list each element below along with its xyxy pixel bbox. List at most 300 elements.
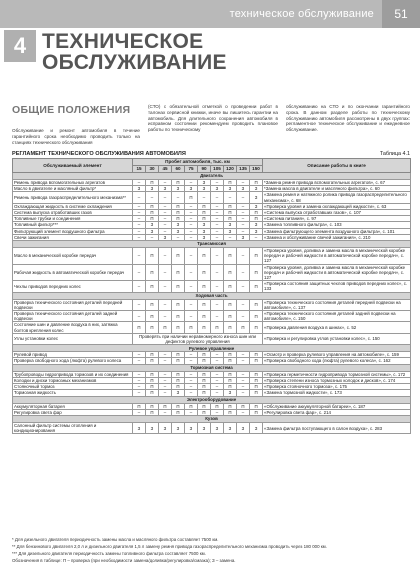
mileage-header-cell: 75 [185, 166, 198, 173]
element-name-cell: Топливные трубки и соединения [13, 216, 133, 222]
interval-cell: – [224, 234, 237, 240]
description-cell: «Замена фильтрующего элемента воздушного фильтра», с. 101 [263, 228, 411, 234]
interval-cell: П [224, 281, 237, 292]
interval-cell: – [159, 311, 172, 322]
interval-cell: П [159, 322, 172, 333]
interval-cell: П [224, 352, 237, 358]
interval-cell: – [133, 203, 146, 209]
description-cell: «Регулировка света фар», с. 214 [263, 409, 411, 415]
interval-cell: П [172, 352, 185, 358]
table-row [13, 264, 411, 281]
interval-cell: П [250, 311, 263, 322]
interval-cell: – [224, 192, 237, 203]
interval-cell: П [146, 358, 159, 364]
description-cell: «Проверка герметичности гидропривода тормозной системы», с. 172 [263, 371, 411, 377]
interval-cell: – [185, 234, 198, 240]
description-cell: «Замена и обслуживание свечей зажигания», с. 210 [263, 234, 411, 240]
interval-cell: – [133, 210, 146, 216]
interval-cell: П [198, 409, 211, 415]
mileage-header-cell: 105 [211, 166, 224, 173]
interval-cell: – [211, 248, 224, 265]
mileage-header-cell: 45 [159, 166, 172, 173]
interval-cell: – [159, 352, 172, 358]
description-cell: «Система питания», с. 97 [263, 216, 411, 222]
interval-cell: З [237, 234, 250, 240]
interval-cell: П [250, 180, 263, 186]
interval-cell: П [198, 322, 211, 333]
mileage-header-cell: 120 [224, 166, 237, 173]
interval-cell: П [250, 390, 263, 396]
interval-cell: – [237, 299, 250, 310]
element-name-cell: Салонный фильтр системы отопления и кондиционирования [13, 422, 133, 433]
element-name-cell: Топливный фильтр*** [13, 222, 133, 228]
table-section-row [13, 241, 411, 248]
interval-cell: – [211, 299, 224, 310]
interval-cell: П [133, 403, 146, 409]
interval-cell: П [250, 377, 263, 383]
interval-cell: – [133, 264, 146, 281]
interval-cell: – [237, 228, 250, 234]
section-label: Кузов [13, 415, 411, 422]
interval-cell: – [237, 216, 250, 222]
interval-cell: П [250, 352, 263, 358]
description-cell: «Проверка давления воздуха в шинах», с. 52 [263, 322, 411, 333]
footnote: * Для дизельного двигателя периодичность замены масла и масляного фильтра составляет 7500 км. [12, 537, 219, 542]
interval-cell: – [185, 371, 198, 377]
interval-cell: – [133, 371, 146, 377]
interval-cell: П [146, 311, 159, 322]
interval-cell: – [237, 311, 250, 322]
interval-cell: З [211, 422, 224, 433]
interval-cell: З [146, 222, 159, 228]
footnote: *** Для дизельного двигателя периодичность замены топливного фильтра составляет 7500 км. [12, 551, 206, 556]
interval-cell: З [172, 186, 185, 192]
interval-cell: П [211, 403, 224, 409]
interval-cell: П [224, 311, 237, 322]
element-name-cell: Тормозная жидкость [13, 390, 133, 396]
interval-cell: – [185, 311, 198, 322]
interval-cell: П [211, 322, 224, 333]
interval-cell: – [211, 216, 224, 222]
interval-cell: П [198, 216, 211, 222]
interval-cell: П [146, 403, 159, 409]
page-number: 51 [382, 0, 420, 28]
interval-cell: П [250, 403, 263, 409]
interval-cell: П [224, 322, 237, 333]
interval-cell: – [211, 377, 224, 383]
interval-cell: – [133, 390, 146, 396]
footnote: ** Для бензинового двигателя 2,0 л и дизельного двигателя 1,5 л замену ремня привода газораспределительного механизма проводить через 180 000 км. [12, 544, 327, 549]
interval-cell: З [159, 186, 172, 192]
element-name-cell: Колодки и диски тормозных механизмов [13, 377, 133, 383]
mileage-header-cell: 90 [198, 166, 211, 173]
table-number: Таблица 4.1 [379, 151, 410, 157]
interval-cell: З [224, 390, 237, 396]
interval-cell: П [198, 371, 211, 377]
interval-cell: П [185, 322, 198, 333]
interval-cell: П [198, 390, 211, 396]
interval-cell: П [146, 216, 159, 222]
interval-cell: П [198, 311, 211, 322]
interval-cell: – [211, 234, 224, 240]
interval-cell: П [198, 384, 211, 390]
interval-cell: П [250, 210, 263, 216]
interval-cell: – [159, 371, 172, 377]
interval-cell: – [172, 192, 185, 203]
description-cell: «Проверка степени износа тормозных колодок и дисков», с. 174 [263, 377, 411, 383]
interval-cell: П [146, 322, 159, 333]
interval-cell: – [185, 281, 198, 292]
interval-cell: П [146, 248, 159, 265]
element-name-cell: Рулевой привод [13, 352, 133, 358]
interval-cell: – [185, 180, 198, 186]
interval-cell: – [133, 222, 146, 228]
interval-cell: – [237, 409, 250, 415]
interval-cell: – [159, 228, 172, 234]
interval-cell: – [211, 264, 224, 281]
interval-cell: – [185, 264, 198, 281]
interval-cell: П [224, 371, 237, 377]
interval-cell: П [224, 210, 237, 216]
interval-cell: П [172, 371, 185, 377]
interval-cell: П [146, 409, 159, 415]
description-cell: «Замена топливного фильтра», с. 103 [263, 222, 411, 228]
element-name-cell: Регулировка света фар [13, 409, 133, 415]
interval-cell: П [146, 352, 159, 358]
interval-cell: П [224, 377, 237, 383]
element-name-cell: Ремень привода вспомогательных агрегатов [13, 180, 133, 186]
running-header-bar [0, 0, 420, 28]
interval-cell: П [237, 322, 250, 333]
interval-cell: – [237, 390, 250, 396]
interval-cell: П [185, 403, 198, 409]
interval-cell: – [237, 371, 250, 377]
interval-cell: – [133, 248, 146, 265]
table-row [13, 192, 411, 203]
section-label: Тормозная система [13, 364, 411, 371]
interval-cell: – [133, 180, 146, 186]
interval-cell: – [185, 352, 198, 358]
interval-cell: П [172, 203, 185, 209]
table-row [13, 333, 411, 344]
table-section-row [13, 396, 411, 403]
section-label: Двигатель [13, 173, 411, 180]
interval-cell: – [211, 311, 224, 322]
interval-cell: – [211, 352, 224, 358]
interval-cell: З [146, 422, 159, 433]
interval-cell: З [185, 422, 198, 433]
footnote: Обозначения в таблице: П – проверка (при необходимости замена/доливка/регулировка/смазка); З – замена. [12, 558, 236, 563]
interval-cell: – [211, 222, 224, 228]
interval-cell: З [172, 390, 185, 396]
interval-cell: З [133, 186, 146, 192]
interval-cell: П [146, 281, 159, 292]
interval-cell: – [185, 299, 198, 310]
chapter-number: 4 [4, 30, 36, 62]
interval-cell: – [133, 384, 146, 390]
description-cell: *Замена ремня привода вспомогательных агрегатов», с. 67 [263, 180, 411, 186]
interval-cell: П [146, 210, 159, 216]
mileage-header-cell: 60 [172, 166, 185, 173]
interval-cell: – [237, 222, 250, 228]
description-cell: «Осмотр и проверка рулевого управления на автомобиле», с. 159 [263, 352, 411, 358]
interval-cell: П [146, 264, 159, 281]
element-name-cell: Углы установки колес [13, 333, 133, 344]
interval-cell: П [172, 264, 185, 281]
interval-cell: – [133, 352, 146, 358]
interval-cell: П [172, 322, 185, 333]
maintenance-table [12, 158, 411, 434]
running-header: техническое обслуживание [229, 8, 374, 20]
interval-cell: – [237, 358, 250, 364]
interval-cell: – [211, 384, 224, 390]
interval-cell: З [198, 186, 211, 192]
interval-cell: П [198, 210, 211, 216]
interval-cell: – [237, 377, 250, 383]
interval-cell: П [224, 409, 237, 415]
interval-cell: – [159, 358, 172, 364]
interval-cell: З [224, 186, 237, 192]
section-heading: ОБЩИЕ ПОЛОЖЕНИЯ [12, 104, 131, 116]
table-row [13, 322, 411, 333]
element-name-cell: Стояночный тормоз [13, 384, 133, 390]
interval-cell: П [172, 248, 185, 265]
interval-cell: – [198, 192, 211, 203]
interval-cell: – [237, 180, 250, 186]
description-cell: «Проверка уровня и замена охлаждающей жидкости», с. 63 [263, 203, 411, 209]
element-name-cell: Проверка технического состояния деталей задней подвески [13, 311, 133, 322]
interval-cell: – [211, 192, 224, 203]
interval-cell: П [146, 180, 159, 186]
interval-cell: З [198, 222, 211, 228]
interval-cell: – [250, 234, 263, 240]
interval-cell: – [237, 203, 250, 209]
interval-cell: З [198, 180, 211, 186]
interval-cell: – [185, 248, 198, 265]
interval-cell: – [159, 222, 172, 228]
intro-column-1: Обслуживание и ремонт автомобиля в течение гарантийного срока необходимо проводить только на станциях технического обслуживания [12, 128, 140, 145]
interval-cell: – [185, 203, 198, 209]
interval-cell: П [198, 352, 211, 358]
description-cell: *Замена масла в двигателе и масляного фильтра», с. 60 [263, 186, 411, 192]
interval-cell: П [146, 371, 159, 377]
interval-cell: З [250, 228, 263, 234]
interval-cell: З [250, 192, 263, 203]
interval-cell: П [250, 264, 263, 281]
interval-cell: З [159, 234, 172, 240]
interval-cell: П [146, 390, 159, 396]
element-name-cell: Трубопроводы гидропривода тормозов и их соединения [13, 371, 133, 377]
interval-cell: З [224, 228, 237, 234]
interval-cell: З [250, 422, 263, 433]
interval-cell: П [146, 203, 159, 209]
interval-cell: З [250, 222, 263, 228]
table-section-row [13, 173, 411, 180]
interval-cell: – [159, 377, 172, 383]
interval-cell: – [133, 358, 146, 364]
element-name-cell: Проверка технического состояния деталей передней подвески [13, 299, 133, 310]
interval-cell: – [185, 358, 198, 364]
interval-cell: З [211, 186, 224, 192]
section-label: Ходовая часть [13, 292, 411, 299]
section-label: Электрооборудование [13, 396, 411, 403]
table-section-row [13, 364, 411, 371]
interval-cell: З [224, 222, 237, 228]
intro-column-3: обслуживанию на СТО и по окончании гарантийного срока. В данном разделе работы по техническому обслуживанию автомобиля рассмотрены в двух группах: регламентное техническое обслуживание и ежедневное обслуживание. [286, 104, 410, 133]
interval-cell: – [133, 192, 146, 203]
interval-cell: П [172, 377, 185, 383]
interval-cell: П [250, 409, 263, 415]
interval-cell: – [133, 234, 146, 240]
interval-cell: – [146, 192, 159, 203]
description-cell: «Проверка свободного хода (люфта) рулевого колеса», с. 162 [263, 358, 411, 364]
intro-column-2: (СТО) с обязательной отметкой о проведении работ в талонах сервисной книжки, иначе вы лишитесь гарантии на автомобиль. Для длительного сохранения автомобиля в исправном состоянии рекомендуем проводить плановое работы по техническому [148, 104, 278, 133]
interval-cell: – [211, 371, 224, 377]
element-name-cell: Ремень привода газораспределительного механизма** [13, 192, 133, 203]
interval-cell: – [237, 264, 250, 281]
interval-cell: З [159, 422, 172, 433]
element-name-cell: Проверка свободного хода (люфта) рулевого колеса [13, 358, 133, 364]
description-cell: «Проверка технического состояния деталей задней подвески на автомобиле», с. 150 [263, 311, 411, 322]
interval-cell: – [237, 192, 250, 203]
interval-cell: – [146, 234, 159, 240]
interval-cell: П [198, 358, 211, 364]
interval-cell: – [133, 281, 146, 292]
interval-cell: – [159, 390, 172, 396]
description-cell: «Замена тормозной жидкости», с. 173 [263, 390, 411, 396]
chapter-title [42, 31, 227, 73]
mileage-header-cell: 150 [250, 166, 263, 173]
interval-cell: – [185, 216, 198, 222]
section-label: Рулевое управление [13, 345, 411, 352]
interval-cell: П [146, 299, 159, 310]
interval-cell: – [133, 299, 146, 310]
interval-cell: П [133, 322, 146, 333]
interval-cell: – [185, 228, 198, 234]
description-cell: «Проверка уровня, доливка и замена масла в механической коробке передач и рабочей жидкости в автоматической коробке передач», с. 127 [263, 264, 411, 281]
interval-cell: – [237, 352, 250, 358]
interval-cell: П [172, 403, 185, 409]
chapter-title-line2: ОБСЛУЖИВАНИЕ [42, 51, 227, 74]
merged-note-cell: Проверять при наличии неравномерного износа шин или дефектов рулевого управления [133, 333, 263, 344]
interval-cell: – [237, 210, 250, 216]
interval-cell: П [250, 248, 263, 265]
interval-cell: – [133, 311, 146, 322]
description-cell: «Проверка технического состояния деталей передней подвески на автомобиле», с. 137 [263, 299, 411, 310]
header-element: Обслуживаемый элемент [13, 159, 133, 173]
interval-cell: – [211, 409, 224, 415]
interval-cell: П [250, 281, 263, 292]
table-row [13, 422, 411, 433]
interval-cell: З [250, 203, 263, 209]
table-row [13, 299, 411, 310]
interval-cell: П [250, 358, 263, 364]
interval-cell: П [237, 403, 250, 409]
description-cell: «Система выпуска отработавших газов», с. 107 [263, 210, 411, 216]
interval-cell: П [198, 403, 211, 409]
element-name-cell: Масло в механической коробке передач [13, 248, 133, 265]
interval-cell: – [237, 281, 250, 292]
mileage-header-cell: 15 [133, 166, 146, 173]
interval-cell: – [159, 192, 172, 203]
interval-cell: – [159, 281, 172, 292]
interval-cell: П [250, 371, 263, 377]
interval-cell: – [185, 210, 198, 216]
interval-cell: – [185, 384, 198, 390]
interval-cell: П [185, 192, 198, 203]
interval-cell: – [159, 180, 172, 186]
interval-cell: – [211, 390, 224, 396]
interval-cell: П [198, 264, 211, 281]
description-cell: «Проверка стояночного тормоза», с. 175 [263, 384, 411, 390]
interval-cell: П [172, 384, 185, 390]
element-name-cell: Аккумуляторная батарея [13, 403, 133, 409]
element-name-cell: Свечи зажигания [13, 234, 133, 240]
interval-cell: П [224, 403, 237, 409]
interval-cell: П [172, 180, 185, 186]
interval-cell: З [172, 222, 185, 228]
interval-cell: П [224, 384, 237, 390]
interval-cell: – [211, 358, 224, 364]
description-cell: «Проверка уровня, доливка и замена масла в механической коробке передач и рабочей жидкости в автоматической коробке передач», с. 127 [263, 248, 411, 265]
mileage-header-cell: 30 [146, 166, 159, 173]
interval-cell: П [198, 248, 211, 265]
interval-cell: – [159, 299, 172, 310]
interval-cell: П [172, 409, 185, 415]
interval-cell: П [198, 281, 211, 292]
interval-cell: П [198, 203, 211, 209]
element-name-cell: Состояние шин и давление воздуха в них, затяжка болтов крепления колес [13, 322, 133, 333]
interval-cell: З [237, 186, 250, 192]
interval-cell: З [133, 422, 146, 433]
interval-cell: П [224, 299, 237, 310]
table-title: РЕГЛАМЕНТ ТЕХНИЧЕСКОГО ОБСЛУЖИВАНИЯ АВТОМОБИЛЯ [12, 151, 186, 157]
table-row [13, 311, 411, 322]
interval-cell: П [224, 216, 237, 222]
interval-cell: – [211, 180, 224, 186]
table-section-row [13, 292, 411, 299]
description-cell: «Замена ремня и натяжного ролика привода газораспределительного механизма», с. 68 [263, 192, 411, 203]
interval-cell: – [211, 281, 224, 292]
interval-cell: П [146, 377, 159, 383]
interval-cell: П [224, 358, 237, 364]
interval-cell: – [211, 228, 224, 234]
interval-cell: П [172, 216, 185, 222]
interval-cell: – [159, 384, 172, 390]
header-description: Описание работы в книге [263, 159, 411, 173]
interval-cell: – [211, 203, 224, 209]
interval-cell: – [159, 210, 172, 216]
table-row [13, 248, 411, 265]
interval-cell: П [224, 180, 237, 186]
element-name-cell: Рабочая жидкость в автоматической коробке передач [13, 264, 133, 281]
interval-cell: П [172, 358, 185, 364]
interval-cell: П [250, 322, 263, 333]
element-name-cell: Масло в двигателе и масляный фильтр* [13, 186, 133, 192]
description-cell: «Проверка состояния защитных чехлов приводов передних колес», с. 133 [263, 281, 411, 292]
interval-cell: – [237, 384, 250, 390]
element-name-cell: Охлаждающая жидкость в системе охлаждения [13, 203, 133, 209]
interval-cell: П [250, 299, 263, 310]
interval-cell: – [133, 216, 146, 222]
interval-cell: П [172, 299, 185, 310]
description-cell: «Обслуживание аккумуляторной батареи», с. 187 [263, 403, 411, 409]
element-name-cell: Фильтрующий элемент воздушного фильтра [13, 228, 133, 234]
interval-cell: – [133, 228, 146, 234]
interval-cell: З [198, 234, 211, 240]
interval-cell: П [198, 299, 211, 310]
interval-cell: – [172, 234, 185, 240]
